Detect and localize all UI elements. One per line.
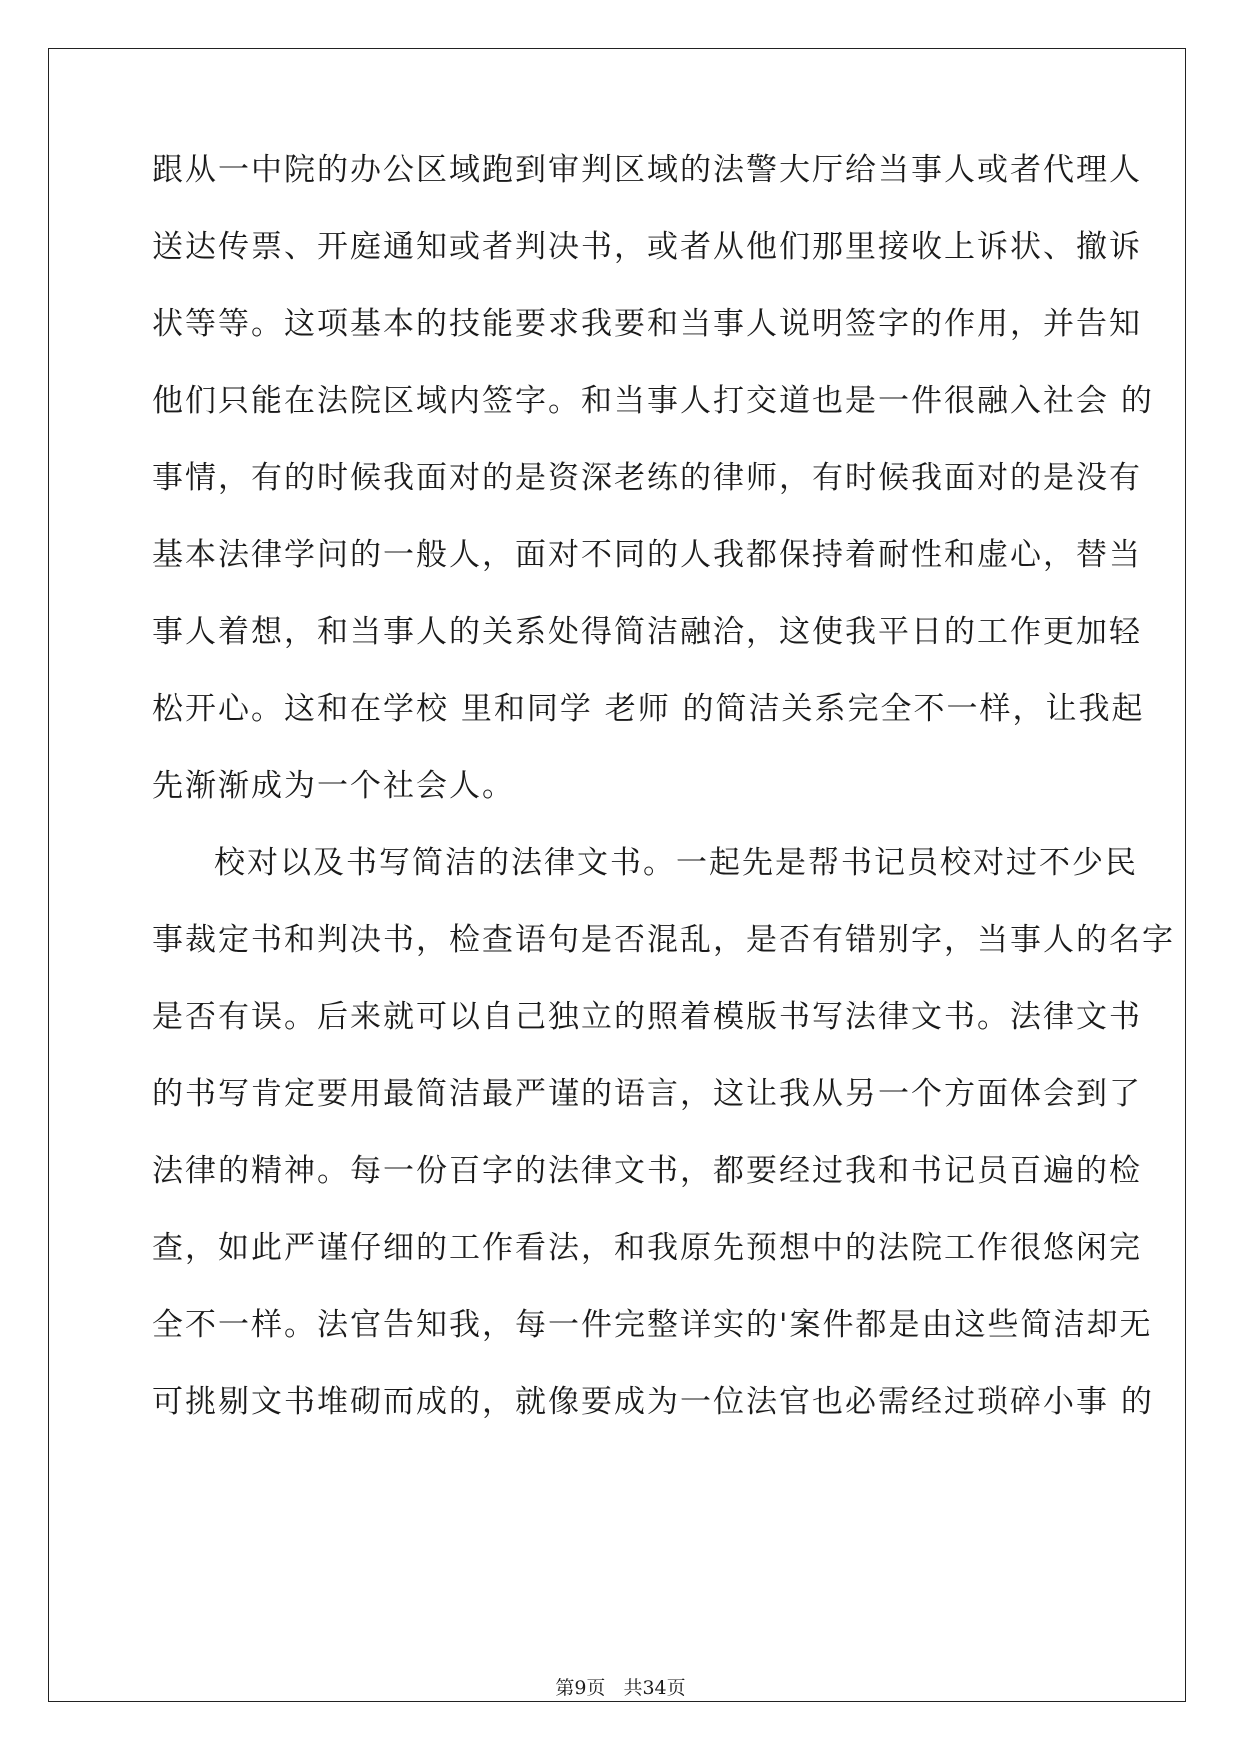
text-line: 的书写肯定要用最简洁最严谨的语言，这让我从另一个方面体会到了 [152,1076,1142,1112]
text-line: 全不一样。法官告知我，每一件完整详实的'案件都是由这些简洁却无 [152,1307,1153,1343]
text-line: 法律的精神。每一份百字的法律文书，都要经过我和书记员百遍的检 [152,1153,1142,1189]
text-line: 跟从一中院的办公区域跑到审判区域的法警大厅给当事人或者代理人 [152,152,1142,188]
text-line: 基本法律学问的一般人，面对不同的人我都保持着耐性和虚心，替当 [152,537,1142,573]
text-line: 事裁定书和判决书，检查语句是否混乱，是否有错别字，当事人的名字 [152,922,1175,958]
text-line: 松开心。这和在学校 里和同学 老师 的简洁关系完全不一样，让我起 [152,691,1145,727]
text-line: 先渐渐成为一个社会人。 [152,768,515,804]
page-total: 共34页 [623,1677,686,1699]
text-line: 送达传票、开庭通知或者判决书，或者从他们那里接收上诉状、撤诉 [152,229,1142,265]
page-number: 第9页 [555,1677,606,1699]
text-line: 事人着想，和当事人的关系处得简洁融洽，这使我平日的工作更加轻 [152,614,1142,650]
text-line: 事情，有的时候我面对的是资深老练的律师，有时候我面对的是没有 [152,460,1142,496]
text-line: 他们只能在法院区域内签字。和当事人打交道也是一件很融入社会 的 [152,383,1154,419]
page-footer [0,1676,1241,1700]
text-line: 是否有误。后来就可以自己独立的照着模版书写法律文书。法律文书 [152,999,1142,1035]
text-line: 查，如此严谨仔细的工作看法，和我原先预想中的法院工作很悠闲完 [152,1230,1142,1266]
text-line: 状等等。这项基本的技能要求我要和当事人说明签字的作用，并告知 [152,306,1142,342]
text-line: 可挑剔文书堆砌而成的，就像要成为一位法官也必需经过琐碎小事 的 [152,1384,1154,1420]
text-line: 校对以及书写简洁的法律文书。一起先是帮书记员校对过不少民 [214,845,1138,881]
